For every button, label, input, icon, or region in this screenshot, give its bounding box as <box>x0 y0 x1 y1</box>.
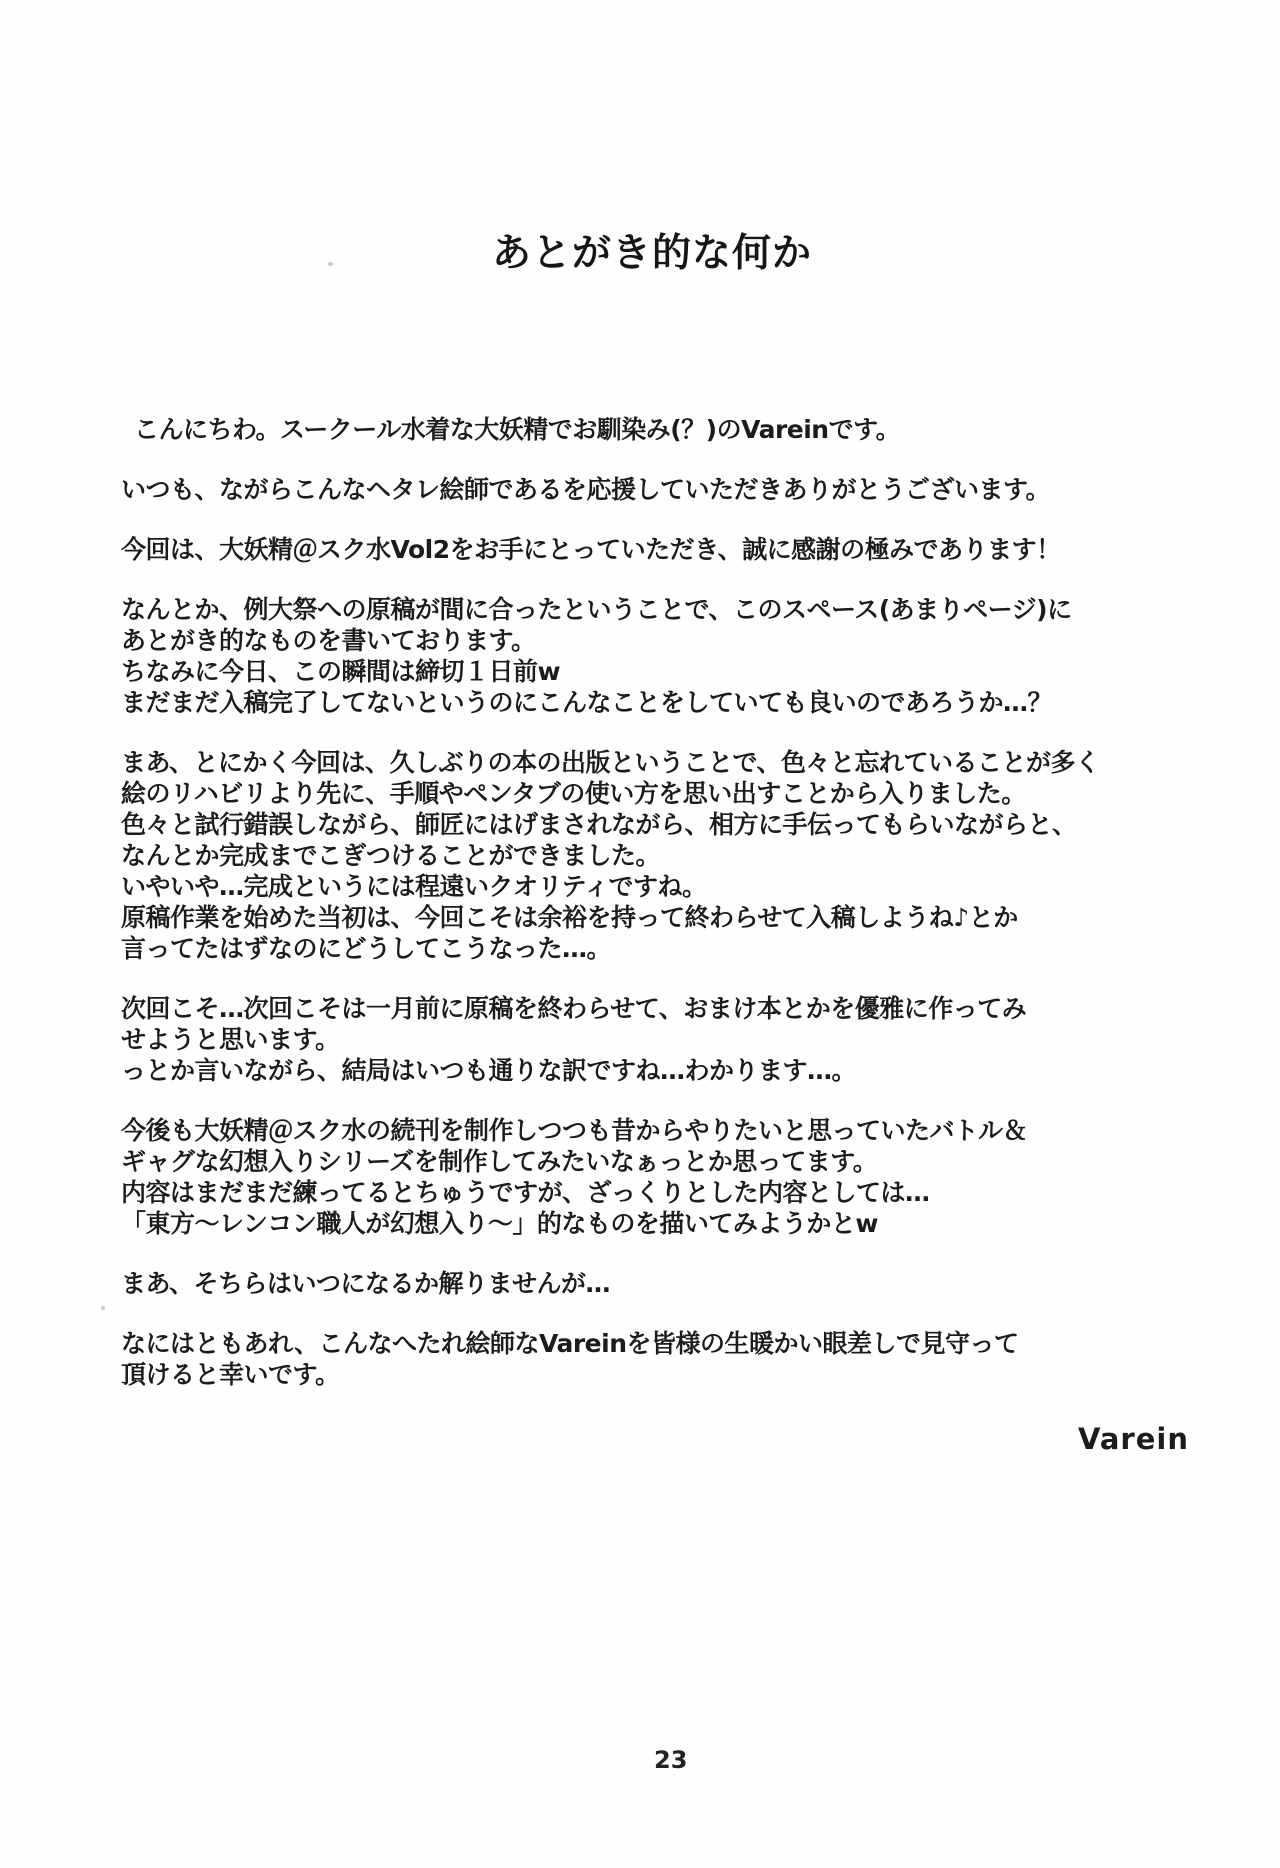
paragraph <box>121 1115 1031 1239</box>
page-title: あとがき的な何か <box>492 231 813 276</box>
paragraph <box>121 594 1072 718</box>
afterword-body <box>121 414 1100 1419</box>
text-line: 今後も大妖精＠スク水の続刊を制作しつつも昔からやりたいと思っていたバトル＆ <box>121 1116 1028 1145</box>
text-line: まあ、とにかく今回は、久しぶりの本の出版ということで、色々と忘れていることが多く <box>121 748 1100 777</box>
text-line: なにはともあれ、こんなへたれ絵師なVareinを皆様の生暖かい眼差しで見守って <box>121 1329 1019 1358</box>
author-signature: Varein <box>1078 1422 1189 1456</box>
paragraph <box>121 474 1051 505</box>
scan-speck <box>101 1306 105 1310</box>
paragraph <box>121 747 1100 964</box>
text-line: 色々と試行錯誤しながら、師匠にはげまされながら、相方に手伝ってもらいながらと、 <box>121 810 1077 839</box>
text-line: いつも、ながらこんなヘタレ絵師であるを応援していただきありがとうございます。 <box>121 475 1051 504</box>
text-line: 原稿作業を始めた当初は、今回こそは余裕を持って終わらせて入稿しようね♪とか <box>121 903 1018 932</box>
text-line: なんとか完成までこぎつけることができました。 <box>121 841 661 870</box>
text-line: せようと思います。 <box>121 1025 340 1054</box>
text-line: まだまだ入稿完了してないというのにこんなことをしていても良いのであろうか…？ <box>121 688 1053 717</box>
text-line: まあ、そちらはいつになるか解りませんが… <box>121 1269 611 1298</box>
text-line: 次回こそ…次回こそは一月前に原稿を終わらせて、おまけ本とかを優雅に作ってみ <box>121 994 1027 1023</box>
text-line: 今回は、大妖精＠スク水Vol2をお手にとっていただき、誠に感謝の極みであります！ <box>121 535 1061 564</box>
text-line: 言ってたはずなのにどうしてこうなった…。 <box>121 934 612 963</box>
paragraph <box>121 1328 1031 1390</box>
paragraph <box>121 414 1031 445</box>
text-line: ちなみに今日、この瞬間は締切１日前w <box>121 657 561 686</box>
text-line: 内容はまだまだ練ってるとちゅうですが、ざっくりとした内容としては… <box>121 1178 930 1207</box>
text-line: こんにちわ。スークール水着な大妖精でお馴染み(？)のVareinです。 <box>134 415 901 444</box>
text-line: あとがき的なものを書いております。 <box>121 626 536 655</box>
text-line: 「東方～レンコン職人が幻想入り～」的なものを描いてみようかとw <box>121 1209 878 1238</box>
text-line: っとか言いながら、結局はいつも通りな訳ですね…わかります…。 <box>121 1056 857 1085</box>
page-number: 23 <box>654 1746 688 1774</box>
text-line: 頂けると幸いです。 <box>121 1360 340 1389</box>
text-line: 絵のリハビリより先に、手順やペンタブの使い方を思い出すことから入りました。 <box>121 779 1026 808</box>
scan-speck <box>328 262 333 266</box>
paragraph <box>121 534 1061 565</box>
text-line: いやいや…完成というには程遠いクオリティですね。 <box>121 872 707 901</box>
text-line: なんとか、例大祭への原稿が間に合ったということで、このスペース(あまりページ)に <box>121 595 1072 624</box>
paragraph <box>121 993 1031 1086</box>
paragraph <box>121 1268 1031 1299</box>
text-line: ギャグな幻想入りシリーズを制作してみたいなぁっとか思ってます。 <box>121 1147 878 1176</box>
